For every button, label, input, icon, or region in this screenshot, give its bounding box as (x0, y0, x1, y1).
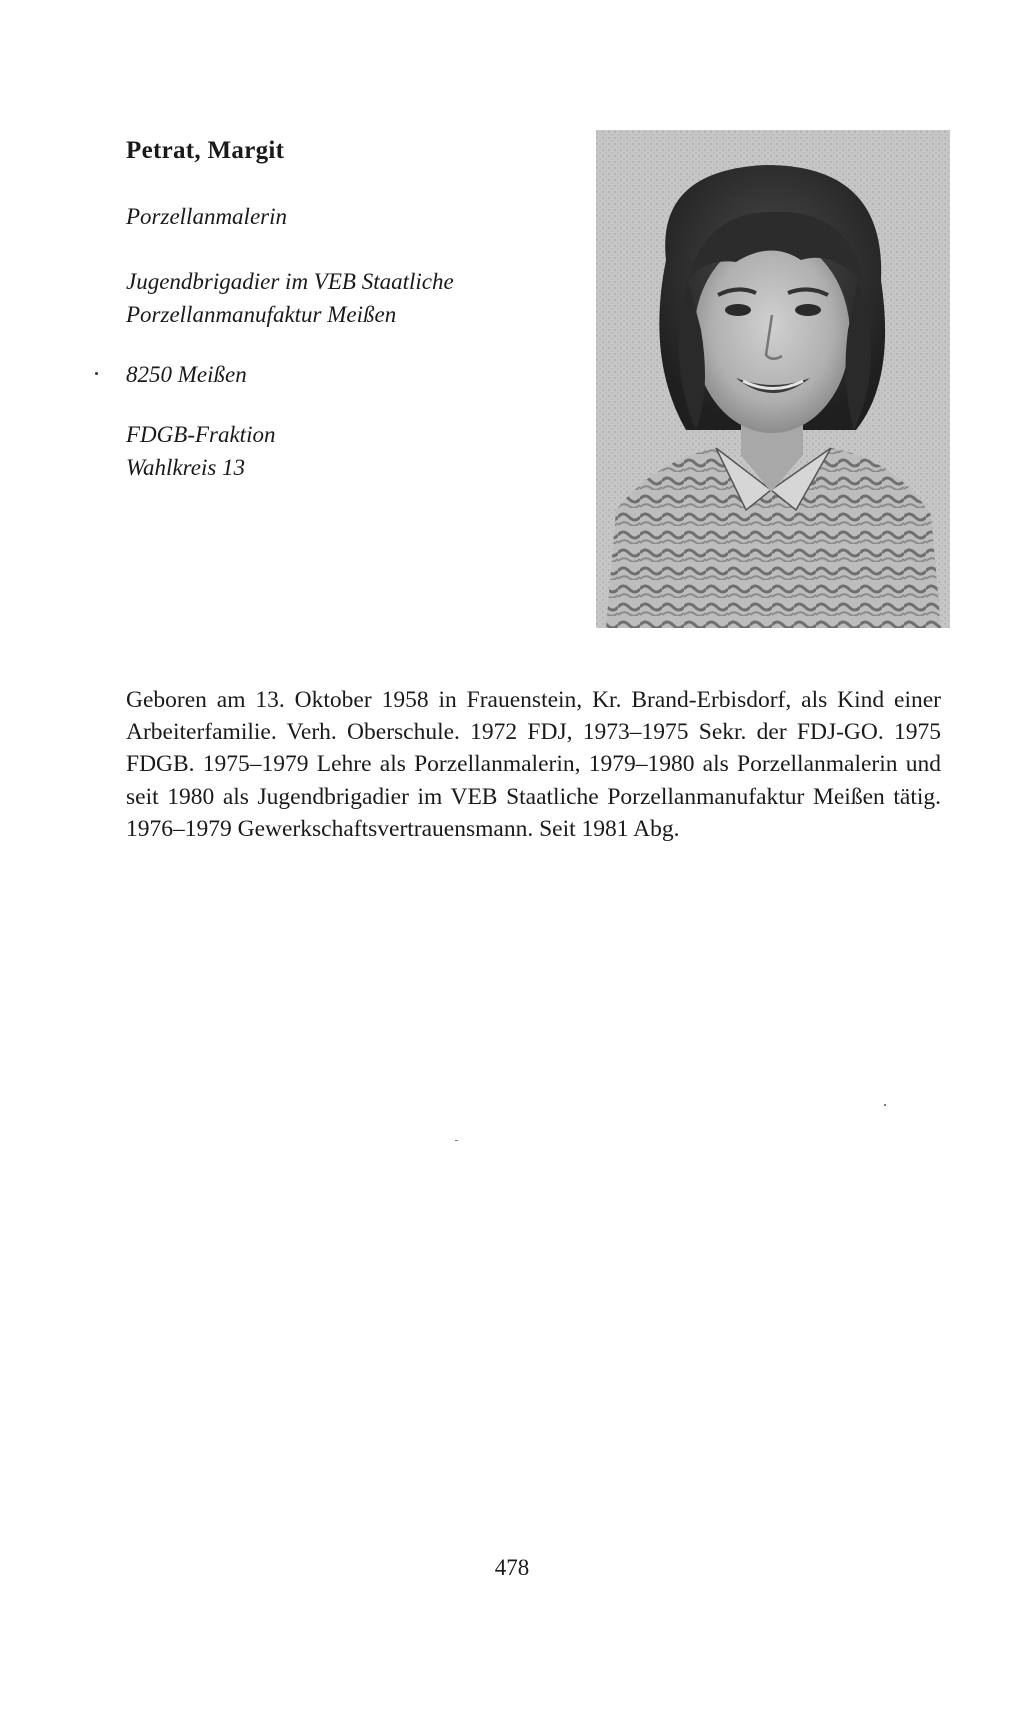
print-speck (455, 1140, 458, 1141)
workplace (126, 265, 454, 331)
fraction (126, 418, 275, 484)
fraction-line: FDGB-Fraktion (126, 422, 276, 447)
workplace-line-2: Porzellanmanufaktur Meißen (126, 302, 397, 327)
biography-paragraph: Geboren am 13. Oktober 1958 in Frauenstein, Kr. Brand-Erbisdorf, als Kind einer Arbeiterfamilie. Verh. Oberschule. 1972 FDJ, 1973–1975 Sekr. der FDJ-GO. 1975 FDGB. 1975–1979 Lehre als Porzellanmalerin, 1979–1980 als Porzellanmalerin und seit 1980 als Jugendbrigadier im VEB Staatliche Porzellanmanufaktur Meißen tätig. 1976–1979 Gewerkschaftsvertrauensmann. Seit 1981 Abg. (126, 687, 941, 842)
city: 8250 Meißen (126, 362, 247, 387)
print-speck (95, 372, 98, 375)
constituency-line: Wahlkreis 13 (126, 455, 246, 480)
page-number: 478 (494, 1555, 530, 1580)
print-speck (884, 1104, 886, 1106)
person-name: Petrat, Margit (126, 137, 285, 164)
portrait-photo (596, 130, 950, 628)
workplace-line-1: Jugendbrigadier im VEB Staatliche (126, 269, 454, 294)
profession: Porzellanmalerin (126, 204, 287, 229)
